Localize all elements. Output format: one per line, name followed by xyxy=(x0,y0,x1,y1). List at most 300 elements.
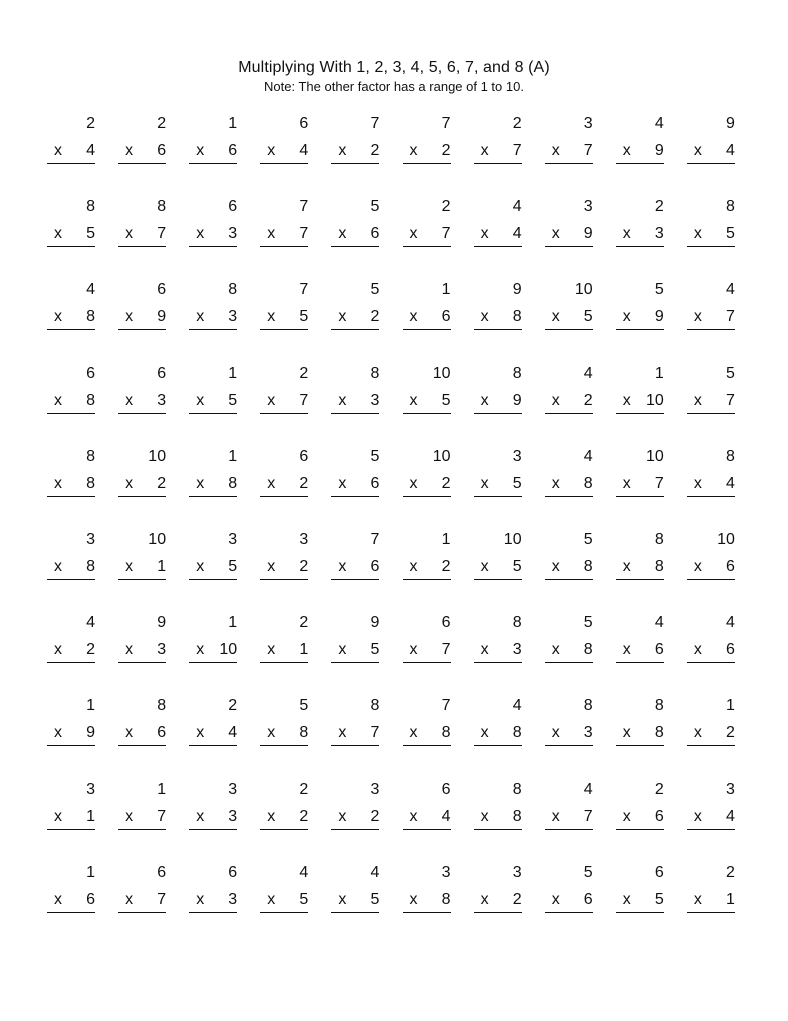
top-factor: 10 xyxy=(432,447,451,465)
problem-r5-c1 xyxy=(47,447,95,503)
bottom-factor: 8 xyxy=(583,641,593,659)
multiply-sign: x xyxy=(622,474,631,492)
answer-rule xyxy=(118,496,166,497)
top-factor: 6 xyxy=(157,863,167,881)
bottom-line xyxy=(687,723,735,743)
problem-r6-c4 xyxy=(260,530,308,586)
bottom-line xyxy=(331,890,379,910)
problem-r9-c6 xyxy=(403,780,451,836)
multiply-sign: x xyxy=(196,807,205,825)
bottom-factor: 2 xyxy=(370,142,380,159)
problem-r3-c4 xyxy=(260,280,308,336)
multiply-sign: x xyxy=(338,890,347,908)
top-factor: 5 xyxy=(583,863,593,881)
multiply-sign: x xyxy=(267,391,276,409)
problem-r4-c10 xyxy=(687,364,735,420)
bottom-factor: 7 xyxy=(157,225,167,243)
answer-rule xyxy=(47,246,95,247)
bottom-factor: 6 xyxy=(157,142,167,159)
answer-rule xyxy=(189,246,237,247)
bottom-line xyxy=(260,890,308,910)
top-factor: 10 xyxy=(432,364,451,382)
top-factor: 4 xyxy=(725,281,735,299)
problem-r10-c5 xyxy=(331,863,379,919)
multiply-sign: x xyxy=(267,807,276,825)
top-factor: 8 xyxy=(725,447,735,465)
bottom-line xyxy=(118,723,166,743)
top-factor: 1 xyxy=(725,697,735,715)
top-factor: 1 xyxy=(228,364,238,382)
top-factor: 7 xyxy=(441,697,451,715)
bottom-line xyxy=(474,141,522,161)
top-factor: 2 xyxy=(299,364,309,382)
top-factor: 1 xyxy=(86,697,95,715)
bottom-line xyxy=(331,141,379,161)
answer-rule xyxy=(403,579,451,580)
multiply-sign: x xyxy=(409,724,418,742)
problem-r5-c3 xyxy=(189,447,237,503)
problem-r3-c6 xyxy=(403,280,451,336)
bottom-factor: 5 xyxy=(299,308,309,326)
top-factor: 2 xyxy=(654,198,664,216)
multiply-sign: x xyxy=(125,558,134,575)
bottom-factor: 3 xyxy=(228,308,238,326)
bottom-factor: 7 xyxy=(299,225,309,243)
problem-r7-c7 xyxy=(474,613,522,669)
bottom-factor: 2 xyxy=(441,474,451,492)
bottom-factor: 6 xyxy=(654,807,664,825)
bottom-factor: 7 xyxy=(512,142,522,159)
bottom-line xyxy=(189,557,237,577)
answer-rule xyxy=(403,413,451,414)
bottom-factor: 7 xyxy=(157,890,167,908)
multiply-sign: x xyxy=(622,890,631,908)
multiply-sign: x xyxy=(54,641,62,659)
bottom-line xyxy=(118,391,166,411)
multiply-sign: x xyxy=(54,142,62,159)
multiply-sign: x xyxy=(125,724,134,742)
multiply-sign: x xyxy=(196,225,205,243)
bottom-factor: 4 xyxy=(512,225,522,243)
problem-r1-c10 xyxy=(687,114,735,170)
bottom-factor: 3 xyxy=(228,225,238,243)
problem-r10-c10 xyxy=(687,863,735,919)
bottom-factor: 4 xyxy=(86,142,95,159)
multiply-sign: x xyxy=(693,724,702,742)
answer-rule xyxy=(118,246,166,247)
top-factor: 10 xyxy=(148,531,167,548)
answer-rule xyxy=(474,496,522,497)
bottom-line xyxy=(331,557,379,577)
top-factor: 10 xyxy=(503,531,522,548)
bottom-line xyxy=(403,890,451,910)
bottom-line xyxy=(260,807,308,827)
answer-rule xyxy=(545,912,593,913)
bottom-line xyxy=(118,557,166,577)
multiply-sign: x xyxy=(54,474,62,492)
multiply-sign: x xyxy=(622,142,631,159)
answer-rule xyxy=(47,912,95,913)
multiply-sign: x xyxy=(196,724,205,742)
top-factor: 2 xyxy=(725,863,735,881)
bottom-factor: 5 xyxy=(299,890,309,908)
bottom-line xyxy=(260,640,308,660)
problem-r8-c1 xyxy=(47,696,95,752)
bottom-line xyxy=(189,890,237,910)
multiply-sign: x xyxy=(480,391,489,409)
bottom-line xyxy=(189,723,237,743)
top-factor: 4 xyxy=(86,614,95,632)
bottom-factor: 8 xyxy=(86,474,95,492)
problem-r7-c2 xyxy=(118,613,166,669)
top-factor: 4 xyxy=(299,863,309,881)
answer-rule xyxy=(118,329,166,330)
top-factor: 4 xyxy=(512,198,522,216)
bottom-factor: 8 xyxy=(512,308,522,326)
multiply-sign: x xyxy=(196,558,205,575)
multiply-sign: x xyxy=(622,308,631,326)
bottom-factor: 6 xyxy=(157,724,167,742)
top-factor: 6 xyxy=(441,780,451,798)
bottom-factor: 3 xyxy=(228,807,238,825)
problem-r6-c8 xyxy=(545,530,593,586)
problem-r2-c5 xyxy=(331,197,379,253)
bottom-factor: 4 xyxy=(299,142,309,159)
bottom-factor: 10 xyxy=(646,391,664,409)
bottom-factor: 9 xyxy=(654,142,664,159)
problem-r1-c5 xyxy=(331,114,379,170)
bottom-factor: 5 xyxy=(725,225,735,243)
bottom-line xyxy=(47,640,95,660)
answer-rule xyxy=(545,579,593,580)
worksheet-subtitle: Note: The other factor has a range of 1 to 10. xyxy=(264,79,524,94)
top-factor: 10 xyxy=(646,447,664,465)
problem-r7-c9 xyxy=(616,613,664,669)
bottom-line xyxy=(474,307,522,327)
bottom-factor: 6 xyxy=(370,474,380,492)
answer-rule xyxy=(616,163,664,164)
multiply-sign: x xyxy=(480,225,489,243)
top-factor: 8 xyxy=(228,281,238,299)
multiply-sign: x xyxy=(693,807,702,825)
bottom-line xyxy=(403,807,451,827)
answer-rule xyxy=(545,329,593,330)
bottom-line xyxy=(189,307,237,327)
top-factor: 8 xyxy=(654,697,664,715)
top-factor: 6 xyxy=(228,198,238,216)
answer-rule xyxy=(189,413,237,414)
answer-rule xyxy=(403,662,451,663)
multiply-sign: x xyxy=(551,558,560,575)
bottom-factor: 8 xyxy=(512,724,522,742)
top-factor: 5 xyxy=(370,281,380,299)
top-factor: 4 xyxy=(86,281,95,299)
top-factor: 8 xyxy=(725,198,735,216)
bottom-factor: 6 xyxy=(725,558,735,575)
problem-r5-c4 xyxy=(260,447,308,503)
bottom-line xyxy=(616,807,664,827)
answer-rule xyxy=(47,829,95,830)
bottom-line xyxy=(260,723,308,743)
bottom-factor: 2 xyxy=(370,807,380,825)
top-factor: 1 xyxy=(441,281,451,299)
multiply-sign: x xyxy=(409,391,418,409)
top-factor: 6 xyxy=(86,364,95,382)
answer-rule xyxy=(189,163,237,164)
problem-r2-c3 xyxy=(189,197,237,253)
top-factor: 5 xyxy=(370,447,380,465)
bottom-line xyxy=(403,224,451,244)
bottom-factor: 5 xyxy=(370,890,380,908)
answer-rule xyxy=(474,163,522,164)
answer-rule xyxy=(260,163,308,164)
answer-rule xyxy=(331,496,379,497)
top-factor: 7 xyxy=(299,198,309,216)
answer-rule xyxy=(403,745,451,746)
answer-rule xyxy=(331,163,379,164)
answer-rule xyxy=(118,912,166,913)
multiply-sign: x xyxy=(338,225,347,243)
top-factor: 8 xyxy=(654,531,664,548)
top-factor: 7 xyxy=(441,115,451,132)
bottom-line xyxy=(616,557,664,577)
bottom-factor: 6 xyxy=(441,308,451,326)
multiply-sign: x xyxy=(338,724,347,742)
problem-r8-c4 xyxy=(260,696,308,752)
multiply-sign: x xyxy=(338,641,347,659)
multiply-sign: x xyxy=(480,724,489,742)
bottom-line xyxy=(260,391,308,411)
top-factor: 8 xyxy=(512,780,522,798)
answer-rule xyxy=(118,745,166,746)
top-factor: 4 xyxy=(654,614,664,632)
problem-r9-c5 xyxy=(331,780,379,836)
problem-r6-c1 xyxy=(47,530,95,586)
top-factor: 2 xyxy=(512,115,522,132)
multiply-sign: x xyxy=(54,807,62,825)
multiply-sign: x xyxy=(693,890,702,908)
bottom-factor: 5 xyxy=(86,225,95,243)
answer-rule xyxy=(616,829,664,830)
bottom-line xyxy=(189,141,237,161)
multiply-sign: x xyxy=(693,474,702,492)
problem-r1-c6 xyxy=(403,114,451,170)
problem-r4-c4 xyxy=(260,364,308,420)
bottom-factor: 2 xyxy=(725,724,735,742)
bottom-line xyxy=(47,474,95,494)
bottom-factor: 7 xyxy=(583,807,593,825)
top-factor: 5 xyxy=(299,697,309,715)
bottom-line xyxy=(687,557,735,577)
problem-r2-c6 xyxy=(403,197,451,253)
top-factor: 8 xyxy=(157,697,167,715)
answer-rule xyxy=(189,829,237,830)
answer-rule xyxy=(260,829,308,830)
problem-r9-c1 xyxy=(47,780,95,836)
top-factor: 4 xyxy=(370,863,380,881)
answer-rule xyxy=(260,496,308,497)
problem-r8-c8 xyxy=(545,696,593,752)
answer-rule xyxy=(616,413,664,414)
top-factor: 6 xyxy=(157,364,167,382)
problem-r5-c2 xyxy=(118,447,166,503)
top-factor: 2 xyxy=(157,115,167,132)
answer-rule xyxy=(118,413,166,414)
bottom-factor: 8 xyxy=(299,724,309,742)
bottom-factor: 5 xyxy=(370,641,380,659)
multiply-sign: x xyxy=(125,225,134,243)
bottom-factor: 7 xyxy=(441,641,451,659)
top-factor: 4 xyxy=(512,697,522,715)
bottom-factor: 5 xyxy=(583,308,593,326)
top-factor: 3 xyxy=(512,447,522,465)
problem-r3-c9 xyxy=(616,280,664,336)
bottom-factor: 1 xyxy=(299,641,309,659)
answer-rule xyxy=(545,662,593,663)
bottom-line xyxy=(118,890,166,910)
problem-r7-c10 xyxy=(687,613,735,669)
top-factor: 4 xyxy=(583,780,593,798)
problem-r3-c5 xyxy=(331,280,379,336)
answer-rule xyxy=(260,579,308,580)
answer-rule xyxy=(545,496,593,497)
top-factor: 3 xyxy=(228,531,238,548)
answer-rule xyxy=(545,163,593,164)
bottom-line xyxy=(474,391,522,411)
bottom-factor: 2 xyxy=(299,474,309,492)
multiply-sign: x xyxy=(125,641,134,659)
answer-rule xyxy=(189,912,237,913)
bottom-factor: 9 xyxy=(86,724,95,742)
answer-rule xyxy=(189,496,237,497)
answer-rule xyxy=(687,662,735,663)
multiply-sign: x xyxy=(125,890,134,908)
top-factor: 1 xyxy=(86,863,95,881)
multiply-sign: x xyxy=(693,558,702,575)
bottom-factor: 6 xyxy=(228,142,238,159)
multiply-sign: x xyxy=(622,724,631,742)
bottom-line xyxy=(474,890,522,910)
bottom-line xyxy=(118,307,166,327)
answer-rule xyxy=(331,246,379,247)
top-factor: 3 xyxy=(725,780,735,798)
bottom-factor: 8 xyxy=(654,558,664,575)
bottom-line xyxy=(545,307,593,327)
answer-rule xyxy=(47,579,95,580)
problem-r4-c1 xyxy=(47,364,95,420)
problem-r2-c1 xyxy=(47,197,95,253)
bottom-line xyxy=(474,640,522,660)
top-factor: 2 xyxy=(299,780,309,798)
top-factor: 1 xyxy=(441,531,451,548)
bottom-line xyxy=(687,807,735,827)
problem-r3-c7 xyxy=(474,280,522,336)
bottom-line xyxy=(260,307,308,327)
top-factor: 4 xyxy=(583,364,593,382)
answer-rule xyxy=(616,246,664,247)
problem-r7-c4 xyxy=(260,613,308,669)
bottom-line xyxy=(189,224,237,244)
answer-rule xyxy=(47,662,95,663)
bottom-line xyxy=(260,557,308,577)
bottom-line xyxy=(260,141,308,161)
bottom-line xyxy=(545,391,593,411)
bottom-factor: 2 xyxy=(512,890,522,908)
bottom-factor: 7 xyxy=(654,474,664,492)
problem-r8-c7 xyxy=(474,696,522,752)
bottom-line xyxy=(331,807,379,827)
answer-rule xyxy=(616,912,664,913)
multiply-sign: x xyxy=(693,225,702,243)
worksheet-title: Multiplying With 1, 2, 3, 4, 5, 6, 7, and 8 (A) xyxy=(238,59,550,76)
multiply-sign: x xyxy=(551,142,560,159)
bottom-line xyxy=(47,307,95,327)
top-factor: 3 xyxy=(512,863,522,881)
answer-rule xyxy=(260,413,308,414)
bottom-line xyxy=(545,890,593,910)
multiply-sign: x xyxy=(267,890,276,908)
top-factor: 1 xyxy=(228,614,238,632)
problem-r3-c3 xyxy=(189,280,237,336)
bottom-factor: 5 xyxy=(512,558,522,575)
multiply-sign: x xyxy=(125,142,134,159)
top-factor: 6 xyxy=(299,447,309,465)
bottom-factor: 7 xyxy=(725,391,735,409)
bottom-line xyxy=(687,890,735,910)
multiply-sign: x xyxy=(338,308,347,326)
bottom-line xyxy=(687,474,735,494)
answer-rule xyxy=(545,246,593,247)
multiply-sign: x xyxy=(196,641,205,659)
problem-r10-c1 xyxy=(47,863,95,919)
answer-rule xyxy=(687,329,735,330)
problem-r2-c9 xyxy=(616,197,664,253)
bottom-factor: 5 xyxy=(441,391,451,409)
multiply-sign: x xyxy=(54,890,62,908)
problem-r8-c5 xyxy=(331,696,379,752)
bottom-line xyxy=(118,807,166,827)
answer-rule xyxy=(189,745,237,746)
top-factor: 8 xyxy=(157,198,167,216)
problem-r1-c1 xyxy=(47,114,95,170)
problem-r4-c8 xyxy=(545,364,593,420)
problem-r3-c2 xyxy=(118,280,166,336)
multiply-sign: x xyxy=(622,641,631,659)
bottom-factor: 8 xyxy=(583,558,593,575)
multiply-sign: x xyxy=(409,225,418,243)
bottom-line xyxy=(687,391,735,411)
multiply-sign: x xyxy=(196,890,205,908)
problem-r5-c10 xyxy=(687,447,735,503)
answer-rule xyxy=(403,329,451,330)
problem-r1-c2 xyxy=(118,114,166,170)
answer-rule xyxy=(260,745,308,746)
multiply-sign: x xyxy=(267,142,276,159)
bottom-line xyxy=(118,141,166,161)
problem-r2-c8 xyxy=(545,197,593,253)
top-factor: 3 xyxy=(86,780,95,798)
bottom-factor: 5 xyxy=(512,474,522,492)
bottom-factor: 3 xyxy=(228,890,238,908)
top-factor: 6 xyxy=(228,863,238,881)
answer-rule xyxy=(403,496,451,497)
bottom-factor: 1 xyxy=(725,890,735,908)
multiply-sign: x xyxy=(551,474,560,492)
bottom-factor: 2 xyxy=(299,807,309,825)
answer-rule xyxy=(474,246,522,247)
answer-rule xyxy=(189,329,237,330)
bottom-line xyxy=(474,807,522,827)
